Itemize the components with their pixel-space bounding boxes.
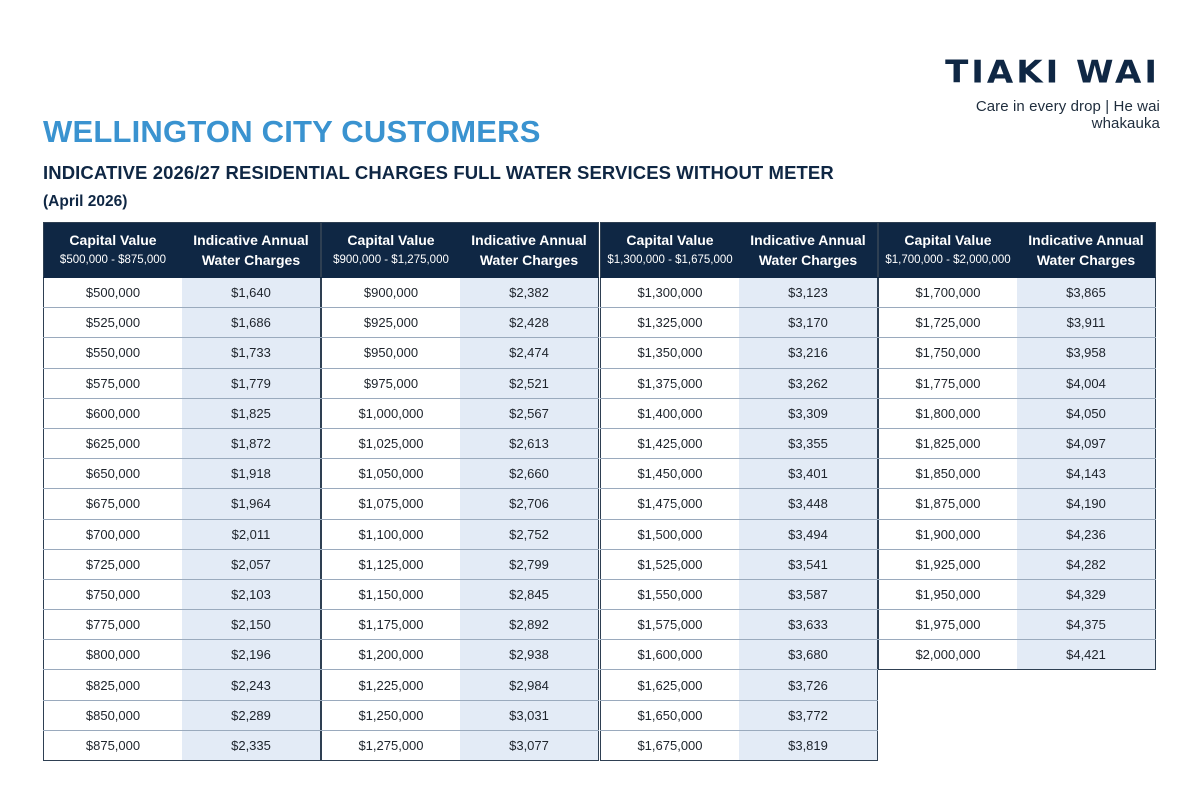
charges-table-3 [600,222,878,761]
capital-value-cell: $1,600,000 [601,640,740,670]
capital-value-cell: $675,000 [44,489,183,519]
capital-value-cell: $1,925,000 [879,549,1018,579]
water-charges-header [460,223,599,278]
table-row [601,398,878,428]
water-charge-cell: $3,077 [460,730,599,760]
water-charge-cell: $3,355 [739,428,878,458]
capital-value-cell: $575,000 [44,368,183,398]
water-charge-cell: $2,892 [460,610,599,640]
table-row [44,730,321,760]
capital-value-cell: $1,400,000 [601,398,740,428]
table-row [44,640,321,670]
capital-value-cell: $1,225,000 [322,670,461,700]
table-row [879,428,1156,458]
table-row [322,398,599,428]
water-charge-cell: $1,733 [182,338,321,368]
table-row [601,700,878,730]
table-row [601,428,878,458]
water-charges-header-line2: Water Charges [1036,252,1136,268]
table-row [601,278,878,308]
table-row [44,428,321,458]
charges-table-4 [878,222,1156,670]
table-row [601,489,878,519]
capital-value-cell: $1,500,000 [601,519,740,549]
charges-table-1 [43,222,321,761]
water-charge-cell: $2,752 [460,519,599,549]
water-charge-cell: $4,236 [1017,519,1156,549]
water-charge-cell: $3,401 [739,459,878,489]
table-row [322,308,599,338]
capital-value-header [44,223,183,278]
capital-value-cell: $1,650,000 [601,700,740,730]
table-row [322,640,599,670]
water-charge-cell: $3,633 [739,610,878,640]
table-row [44,579,321,609]
capital-value-cell: $1,550,000 [601,579,740,609]
capital-value-cell: $1,875,000 [879,489,1018,519]
capital-value-cell: $925,000 [322,308,461,338]
water-charge-cell: $4,143 [1017,459,1156,489]
water-charge-cell: $4,375 [1017,610,1156,640]
water-charge-cell: $3,772 [739,700,878,730]
table-row [601,368,878,398]
capital-value-cell: $1,100,000 [322,519,461,549]
capital-value-cell: $1,900,000 [879,519,1018,549]
capital-value-cell: $1,275,000 [322,730,461,760]
table-row [322,278,599,308]
capital-value-cell: $1,300,000 [601,278,740,308]
table-row [879,610,1156,640]
water-charge-cell: $2,335 [182,730,321,760]
capital-value-cell: $1,150,000 [322,579,461,609]
water-charge-cell: $4,190 [1017,489,1156,519]
water-charge-cell: $1,825 [182,398,321,428]
capital-value-cell: $550,000 [44,338,183,368]
capital-value-cell: $1,175,000 [322,610,461,640]
water-charges-header [182,223,321,278]
capital-value-cell: $775,000 [44,610,183,640]
water-charge-cell: $2,428 [460,308,599,338]
water-charge-cell: $2,103 [182,579,321,609]
capital-value-cell: $1,725,000 [879,308,1018,338]
water-charge-cell: $4,421 [1017,640,1156,670]
table-row [601,640,878,670]
capital-value-cell: $850,000 [44,700,183,730]
capital-value-cell: $750,000 [44,579,183,609]
water-charge-cell: $3,031 [460,700,599,730]
table-row [601,670,878,700]
logo-tagline: Care in every drop | He wai whakauka [975,98,1160,132]
publication-date: (April 2026) [43,193,128,210]
table-row [601,519,878,549]
water-charges-header-line1: Indicative Annual [1028,232,1144,248]
water-charge-cell: $2,150 [182,610,321,640]
water-charge-cell: $3,541 [739,549,878,579]
charges-table-2 [321,222,599,761]
table-row [44,700,321,730]
water-charge-cell: $2,938 [460,640,599,670]
water-charge-cell: $3,309 [739,398,878,428]
water-charges-header-line1: Indicative Annual [471,232,587,248]
water-charge-cell: $2,521 [460,368,599,398]
capital-value-cell: $525,000 [44,308,183,338]
water-charge-cell: $2,289 [182,700,321,730]
table-header-row [322,223,599,278]
table-row [879,519,1156,549]
table-row [322,730,599,760]
water-charge-cell: $2,613 [460,428,599,458]
water-charge-cell: $3,587 [739,579,878,609]
table-row [44,398,321,428]
capital-value-cell: $1,350,000 [601,338,740,368]
table-row [44,610,321,640]
capital-value-cell: $1,200,000 [322,640,461,670]
water-charge-cell: $4,004 [1017,368,1156,398]
capital-value-cell: $875,000 [44,730,183,760]
capital-value-range: $900,000 - $1,275,000 [333,254,449,266]
capital-value-cell: $825,000 [44,670,183,700]
table-row [44,368,321,398]
capital-value-header-title: Capital Value [69,232,157,248]
table-row [322,579,599,609]
water-charge-cell: $2,057 [182,549,321,579]
table-row [322,519,599,549]
water-charge-cell: $2,799 [460,549,599,579]
water-charge-cell: $3,911 [1017,308,1156,338]
table-row [44,278,321,308]
capital-value-cell: $700,000 [44,519,183,549]
table-row [879,640,1156,670]
water-charge-cell: $2,382 [460,278,599,308]
table-row [44,308,321,338]
capital-value-cell: $1,675,000 [601,730,740,760]
capital-value-cell: $625,000 [44,428,183,458]
table-row [44,670,321,700]
water-charge-cell: $3,448 [739,489,878,519]
table-row [879,278,1156,308]
table-row [322,459,599,489]
page-title: WELLINGTON CITY CUSTOMERS [43,114,541,149]
table-header-row [879,223,1156,278]
capital-value-range: $500,000 - $875,000 [59,254,167,266]
capital-value-header [879,223,1018,278]
capital-value-cell: $1,800,000 [879,398,1018,428]
table-row [601,610,878,640]
capital-value-cell: $1,325,000 [601,308,740,338]
capital-value-header-title: Capital Value [626,232,714,248]
capital-value-cell: $650,000 [44,459,183,489]
tiaki-wai-logo [906,56,1160,132]
table-row [601,730,878,760]
water-charge-cell: $3,123 [739,278,878,308]
capital-value-cell: $1,750,000 [879,338,1018,368]
table-row [879,549,1156,579]
table-row [601,308,878,338]
capital-value-header [322,223,461,278]
capital-value-cell: $1,375,000 [601,368,740,398]
capital-value-range: $1,700,000 - $2,000,000 [885,254,1011,266]
water-charges-header [1017,223,1156,278]
water-charge-cell: $1,686 [182,308,321,338]
table-row [44,459,321,489]
water-charge-cell: $3,216 [739,338,878,368]
water-charge-cell: $2,706 [460,489,599,519]
table-row [879,368,1156,398]
table-row [322,700,599,730]
water-charge-cell: $3,819 [739,730,878,760]
table-row [44,338,321,368]
capital-value-cell: $1,475,000 [601,489,740,519]
water-charge-cell: $3,726 [739,670,878,700]
capital-value-cell: $500,000 [44,278,183,308]
capital-value-cell: $600,000 [44,398,183,428]
capital-value-cell: $1,575,000 [601,610,740,640]
table-row [322,610,599,640]
water-charge-cell: $1,872 [182,428,321,458]
table-row [601,338,878,368]
water-charge-cell: $4,329 [1017,579,1156,609]
water-charge-cell: $4,050 [1017,398,1156,428]
water-charge-cell: $1,779 [182,368,321,398]
table-row [601,549,878,579]
water-charges-header [739,223,878,278]
capital-value-header-title: Capital Value [904,232,992,248]
water-charges-header-line1: Indicative Annual [193,232,309,248]
water-charge-cell: $3,494 [739,519,878,549]
capital-value-cell: $1,425,000 [601,428,740,458]
water-charges-header-line2: Water Charges [479,252,579,268]
water-charge-cell: $2,196 [182,640,321,670]
water-charge-cell: $2,660 [460,459,599,489]
capital-value-cell: $900,000 [322,278,461,308]
capital-value-cell: $2,000,000 [879,640,1018,670]
water-charge-cell: $1,640 [182,278,321,308]
page-subtitle: INDICATIVE 2026/27 RESIDENTIAL CHARGES FULL WATER SERVICES WITHOUT METER [43,162,834,183]
capital-value-cell: $1,975,000 [879,610,1018,640]
water-charge-cell: $2,567 [460,398,599,428]
water-charge-cell: $2,474 [460,338,599,368]
water-charge-cell: $4,097 [1017,428,1156,458]
capital-value-cell: $1,700,000 [879,278,1018,308]
water-charge-cell: $2,845 [460,579,599,609]
table-row [322,670,599,700]
table-header-row [601,223,878,278]
capital-value-range: $1,300,000 - $1,675,000 [607,254,733,266]
water-charges-header-line2: Water Charges [201,252,301,268]
capital-value-cell: $950,000 [322,338,461,368]
capital-value-cell: $1,625,000 [601,670,740,700]
water-charge-cell: $3,958 [1017,338,1156,368]
capital-value-cell: $1,850,000 [879,459,1018,489]
capital-value-cell: $1,000,000 [322,398,461,428]
water-charges-header-line2: Water Charges [758,252,858,268]
water-charge-cell: $2,243 [182,670,321,700]
water-charge-cell: $1,918 [182,459,321,489]
table-row [322,489,599,519]
water-charge-cell: $3,170 [739,308,878,338]
table-row [322,338,599,368]
water-charge-cell: $3,865 [1017,278,1156,308]
capital-value-cell: $975,000 [322,368,461,398]
water-charges-header-line1: Indicative Annual [750,232,866,248]
table-row [322,549,599,579]
table-row [44,489,321,519]
water-charge-cell: $3,680 [739,640,878,670]
table-row [879,459,1156,489]
capital-value-cell: $1,050,000 [322,459,461,489]
table-row [879,579,1156,609]
table-row [322,368,599,398]
capital-value-header [601,223,740,278]
logo-wordmark: TIAKI WAI [945,54,1160,91]
table-row [879,308,1156,338]
capital-value-cell: $1,525,000 [601,549,740,579]
capital-value-cell: $1,025,000 [322,428,461,458]
capital-value-cell: $1,250,000 [322,700,461,730]
table-row [44,549,321,579]
water-charge-cell: $4,282 [1017,549,1156,579]
table-row [879,398,1156,428]
capital-value-cell: $800,000 [44,640,183,670]
capital-value-cell: $1,775,000 [879,368,1018,398]
capital-value-cell: $1,825,000 [879,428,1018,458]
water-charge-cell: $2,011 [182,519,321,549]
table-header-row [44,223,321,278]
capital-value-cell: $725,000 [44,549,183,579]
water-charge-cell: $3,262 [739,368,878,398]
table-row [879,338,1156,368]
capital-value-cell: $1,075,000 [322,489,461,519]
water-charge-cell: $2,984 [460,670,599,700]
capital-value-header-title: Capital Value [347,232,435,248]
table-row [601,459,878,489]
capital-value-cell: $1,450,000 [601,459,740,489]
capital-value-cell: $1,125,000 [322,549,461,579]
table-row [601,579,878,609]
table-row [44,519,321,549]
water-charge-cell: $1,964 [182,489,321,519]
table-row [879,489,1156,519]
table-row [322,428,599,458]
capital-value-cell: $1,950,000 [879,579,1018,609]
